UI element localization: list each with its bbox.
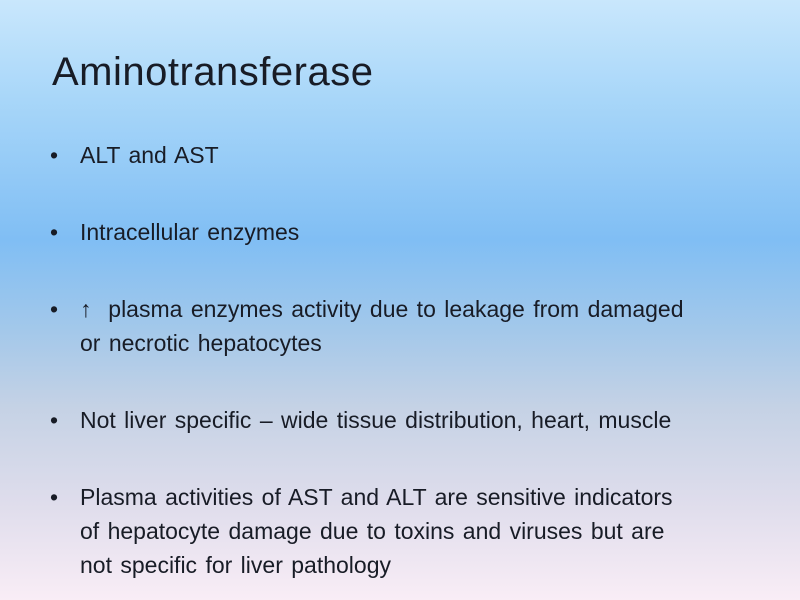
bullet-item-plasma-leakage bbox=[44, 292, 790, 360]
bullet-text bbox=[80, 292, 790, 360]
bullet-text bbox=[80, 480, 790, 582]
bullet-text bbox=[80, 138, 790, 172]
bullet-line: Not liver specific – wide tissue distribution, heart, muscle bbox=[80, 407, 672, 433]
bullet-line: ↑ plasma enzymes activity due to leakage from damaged bbox=[80, 296, 684, 322]
bullet-item-not-liver-specific bbox=[44, 403, 790, 437]
bullet-line: ALT and AST bbox=[80, 142, 219, 168]
bullet-line: not specific for liver pathology bbox=[80, 552, 391, 578]
bullet-item-sensitive-indicators bbox=[44, 480, 790, 582]
bullet-line: of hepatocyte damage due to toxins and viruses but are bbox=[80, 518, 665, 544]
bullet-line: or necrotic hepatocytes bbox=[80, 330, 322, 356]
bullet-list bbox=[44, 138, 790, 600]
bullet-line: Intracellular enzymes bbox=[80, 219, 300, 245]
bullet-dot-icon: • bbox=[50, 407, 59, 433]
bullet-text bbox=[80, 215, 790, 249]
slide-title: Aminotransferase bbox=[52, 50, 374, 94]
bullet-text bbox=[80, 403, 790, 437]
bullet-dot-icon: • bbox=[50, 219, 59, 245]
bullet-dot-icon: • bbox=[50, 484, 59, 510]
bullet-item-alt-ast bbox=[44, 138, 790, 172]
bullet-dot-icon: • bbox=[50, 296, 59, 322]
bullet-line: Plasma activities of AST and ALT are sensitive indicators bbox=[80, 484, 673, 510]
bullet-item-intracellular bbox=[44, 215, 790, 249]
bullet-dot-icon: • bbox=[50, 142, 59, 168]
